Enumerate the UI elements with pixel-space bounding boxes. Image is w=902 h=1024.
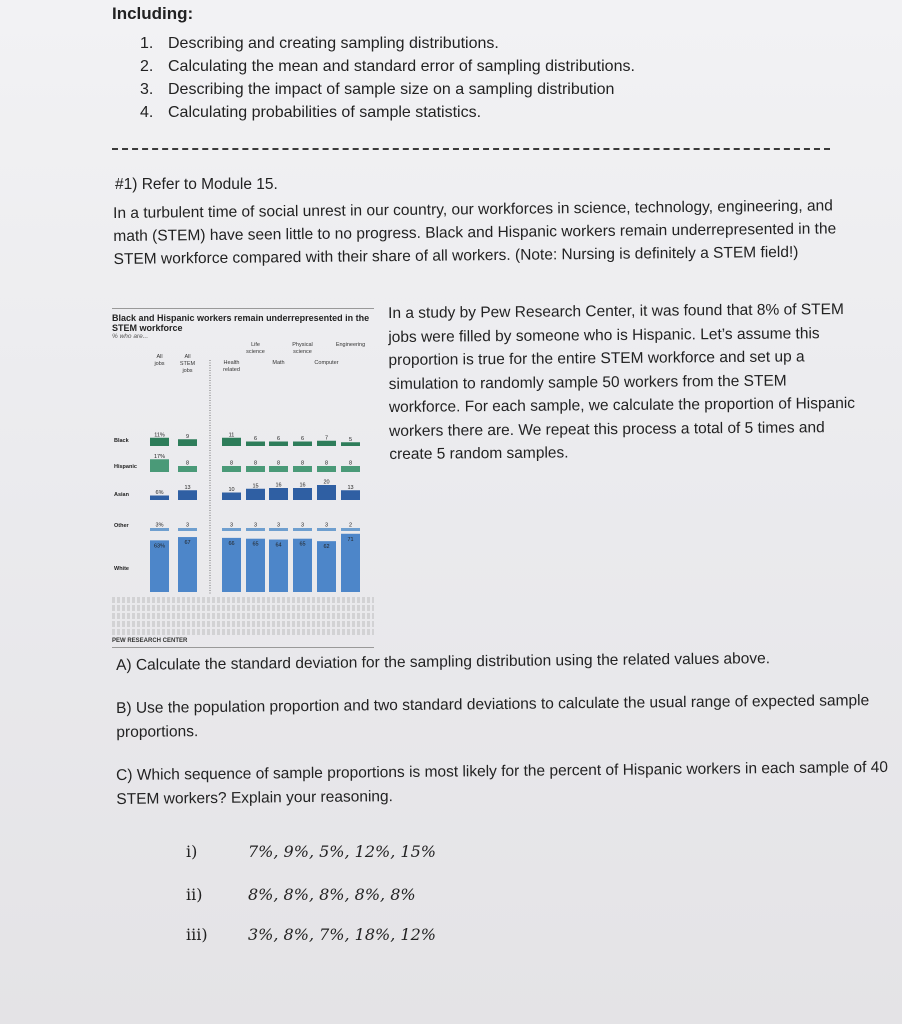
- list-text: Describing and creating sampling distributions.: [168, 35, 499, 52]
- bar: [341, 490, 360, 500]
- bar-value-label: 6: [276, 436, 281, 442]
- bar-value-label: 8: [229, 460, 234, 467]
- bar-value-label: 63%: [153, 543, 166, 550]
- category-label: Math: [272, 360, 285, 366]
- list-text: Calculating probabilities of sample statistics.: [168, 104, 482, 121]
- bar-value-label: 8: [276, 460, 281, 467]
- bar: [222, 466, 241, 472]
- bar: [246, 489, 265, 500]
- list-text: Describing the impact of sample size on a sampling distribution: [168, 81, 615, 98]
- bar-value-label: 3%: [155, 522, 164, 529]
- list-text: Calculating the mean and standard error of sampling distributions.: [168, 58, 635, 75]
- bar-value-label: 65: [252, 541, 259, 548]
- category-label: jobs: [182, 368, 193, 374]
- bar: [269, 466, 288, 472]
- option-i: [186, 842, 436, 862]
- bar-value-label: 16: [275, 482, 282, 489]
- bar-value-label: 2: [348, 522, 353, 529]
- bar-value-label: 6: [253, 436, 258, 442]
- option-label: ii): [186, 885, 203, 904]
- list-number: 3.: [140, 81, 154, 98]
- bar-value-label: 11: [228, 432, 235, 439]
- bar-value-label: 3: [276, 522, 281, 529]
- source-label: PEW RESEARCH CENTER: [112, 638, 188, 644]
- bar-value-label: 66: [228, 540, 235, 547]
- category-label: STEM: [179, 361, 196, 367]
- bar-value-label: 8: [300, 460, 305, 467]
- row-label: Other: [114, 523, 129, 529]
- bar-value-label: 62: [323, 544, 330, 551]
- stem-bar-chart: [112, 340, 374, 595]
- bar: [178, 439, 197, 446]
- list-number: 1.: [140, 35, 154, 52]
- dashed-divider: [112, 148, 830, 150]
- bar: [317, 441, 336, 446]
- bar-value-label: 6: [300, 436, 305, 442]
- list-item: [140, 55, 635, 78]
- option-value: 7%, 9%, 5%, 12%, 15%: [248, 842, 436, 861]
- category-label: science: [293, 349, 312, 355]
- bar-value-label: 3: [185, 522, 190, 529]
- option-value: 8%, 8%, 8%, 8%, 8%: [248, 885, 416, 904]
- category-label: Life: [251, 342, 260, 348]
- bar-value-label: 17%: [153, 453, 166, 460]
- bar-value-label: 10: [228, 487, 235, 493]
- bar-value-label: 3: [253, 522, 258, 529]
- bar-value-label: 64: [275, 542, 282, 549]
- option-label: iii): [186, 925, 208, 944]
- bar-value-label: 7: [324, 435, 329, 442]
- bar-value-label: 65: [299, 541, 306, 548]
- category-label: All: [184, 354, 191, 360]
- list-item: [140, 32, 635, 55]
- option-ii: [186, 885, 416, 905]
- bar-value-label: 11%: [154, 432, 165, 439]
- bar-value-label: 3: [229, 522, 234, 529]
- pew-figure: [112, 308, 386, 668]
- bar-value-label: 8: [348, 460, 353, 467]
- category-label: All: [156, 354, 163, 360]
- bar: [341, 466, 360, 472]
- row-label: Asian: [114, 492, 129, 498]
- category-label: Computer: [314, 360, 339, 366]
- chart-subtitle: % who are...: [112, 333, 149, 340]
- category-label: related: [223, 367, 240, 373]
- bar-value-label: 71: [347, 536, 354, 543]
- problem-reference: #1) Refer to Module 15.: [115, 176, 278, 193]
- question-a: A) Calculate the standard deviation for the sampling distribution using the related values above.: [116, 650, 771, 674]
- category-label: Health: [223, 360, 240, 366]
- bar: [293, 488, 312, 500]
- category-label: jobs: [154, 361, 165, 367]
- chart-notes: [112, 597, 374, 635]
- bar: [317, 485, 336, 500]
- list-number: 2.: [140, 58, 154, 75]
- bar-value-label: 20: [323, 479, 330, 486]
- category-label: Physical: [292, 342, 313, 348]
- problem-intro: In a turbulent time of social unrest in our country, our workforces in science, technology, engineering, and math (STEM) have seen little to no progress. Black and Hispanic workers remain underrepresented in the STEM workforce compared with their share of all workers. (Note: Nursing is definitely a STEM field!): [113, 197, 837, 268]
- bar: [150, 459, 169, 472]
- study-paragraph: In a study by Pew Research Center, it was found that 8% of STEM jobs were filled by someone who is Hispanic. Let’s assume this proportion is true for the entire STEM workforce and set up a simulation to randomly sample 50 workers from the STEM workforce. For each sample, we calculate the proportion of Hispanic workers there are. We repeat this process a total of 5 times and create 5 random samples.: [388, 301, 856, 463]
- bar: [317, 466, 336, 472]
- chart-title: Black and Hispanic workers remain underrepresented in the STEM workforce: [112, 313, 370, 333]
- bar-value-label: 67: [184, 540, 191, 547]
- list-item: [140, 78, 635, 101]
- option-label: i): [186, 842, 198, 861]
- bar-value-label: 13: [347, 484, 354, 491]
- option-value: 3%, 8%, 7%, 18%, 12%: [248, 925, 436, 944]
- bar: [269, 442, 288, 447]
- section-heading: Including:: [112, 4, 194, 23]
- bar-value-label: 15: [252, 483, 259, 490]
- category-label: science: [246, 349, 265, 355]
- topic-list: [140, 32, 635, 124]
- bar-value-label: 8: [185, 460, 190, 467]
- bar: [341, 442, 360, 446]
- bar: [293, 466, 312, 472]
- bar-value-label: 8: [253, 460, 258, 467]
- row-label: Black: [114, 438, 129, 444]
- bar-value-label: 8: [324, 460, 329, 467]
- bar: [222, 438, 241, 446]
- bar-value-label: 3: [324, 522, 329, 529]
- bar: [246, 442, 265, 447]
- list-item: [140, 101, 635, 124]
- bar: [269, 488, 288, 500]
- bar-value-label: 6%: [155, 490, 164, 496]
- option-iii: [186, 925, 436, 945]
- bar: [246, 466, 265, 472]
- bar-value-label: 5: [348, 436, 353, 443]
- bar-value-label: 9: [185, 433, 190, 440]
- bar: [150, 438, 169, 446]
- bar: [293, 442, 312, 447]
- question-c: C) Which sequence of sample proportions is most likely for the percent of Hispanic workers in each sample of 40 STEM workers? Explain your reasoning.: [116, 758, 889, 808]
- row-label: Hispanic: [114, 464, 137, 470]
- category-label: Engineering: [335, 342, 366, 348]
- row-label: White: [114, 566, 129, 572]
- bar: [150, 496, 169, 501]
- list-number: 4.: [140, 104, 154, 121]
- bar: [178, 490, 197, 500]
- bar: [178, 466, 197, 472]
- bar-value-label: 3: [300, 522, 305, 529]
- bar-value-label: 13: [184, 484, 191, 491]
- bar-value-label: 16: [299, 482, 306, 489]
- bar: [222, 493, 241, 501]
- question-b: B) Use the population proportion and two standard deviations to calculate the usual range of expected sample proportions.: [116, 692, 870, 741]
